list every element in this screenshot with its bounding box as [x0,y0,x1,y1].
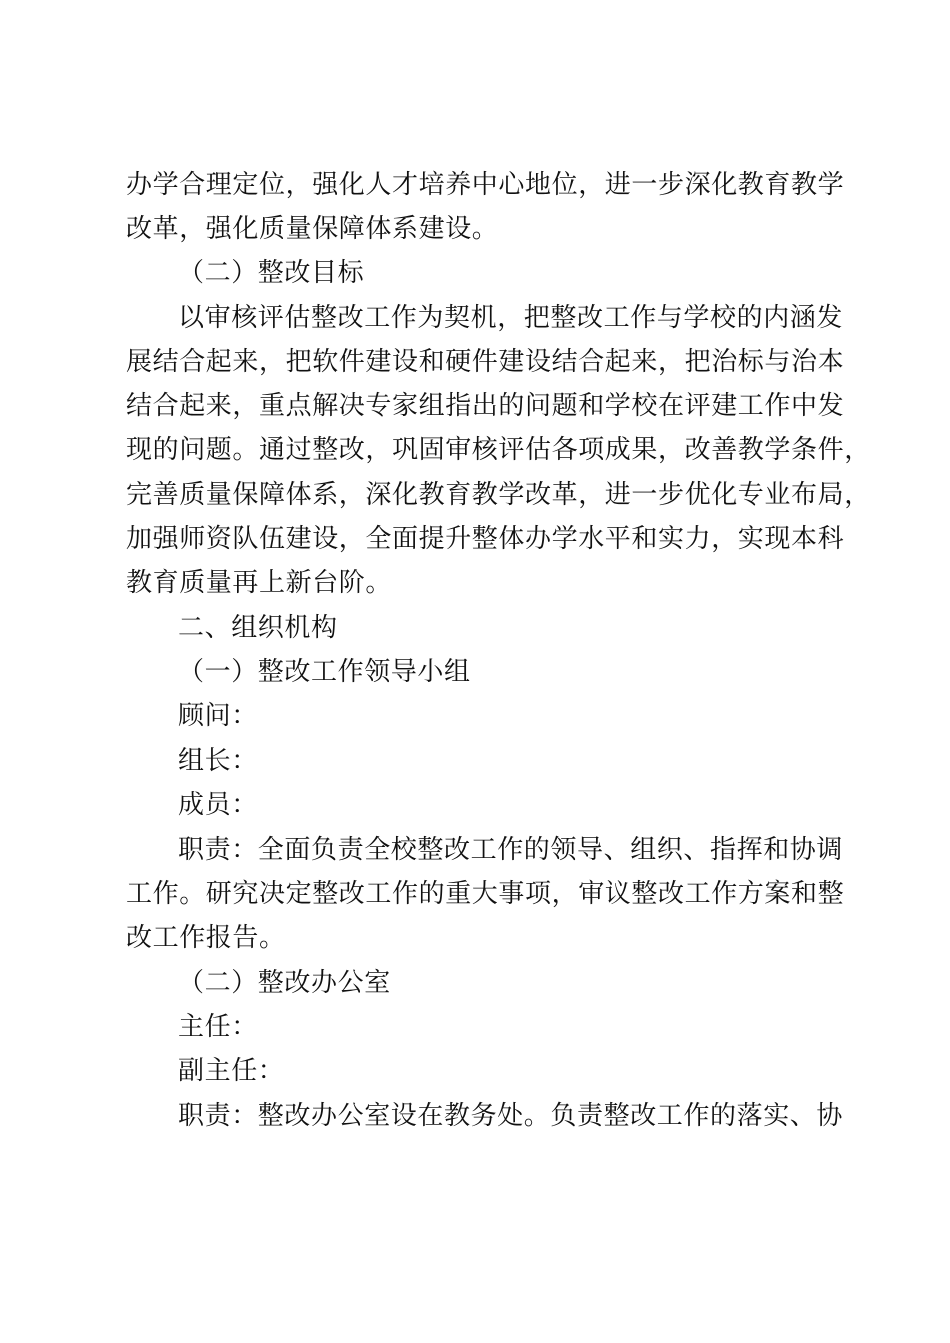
paragraph-first-line: 职责：整改办公室设在教务处。负责整改工作的落实、协 [178,1101,844,1131]
text-line: 改革，强化质量保障体系建设。 [126,214,499,244]
role-line-advisor: 顾问： [178,701,258,731]
section-heading: （二）整改目标 [178,258,365,288]
text-line: 办学合理定位，强化人才培养中心地位，进一步深化教育教学 [126,170,845,200]
role-line-leader: 组长： [178,746,258,776]
text-line: 完善质量保障体系，深化教育教学改革，进一步优化专业布局， [126,480,871,510]
text-line: 结合起来，重点解决专家组指出的问题和学校在评建工作中发 [126,391,845,421]
text-line: 展结合起来，把软件建设和硬件建设结合起来，把治标与治本 [126,347,845,377]
paragraph-first-line: 职责：全面负责全校整改工作的领导、组织、指挥和协调 [178,835,844,865]
text-line: 工作。研究决定整改工作的重大事项，审议整改工作方案和整 [126,879,845,909]
role-line-deputy-director: 副主任： [178,1056,285,1086]
paragraph-first-line: 以审核评估整改工作为契机，把整改工作与学校的内涵发 [178,303,844,333]
section-heading: 二、组织机构 [178,613,338,643]
subsection-heading: （一）整改工作领导小组 [178,657,471,687]
role-line-members: 成员： [178,790,258,820]
text-line: 现的问题。通过整改，巩固审核评估各项成果，改善教学条件， [126,435,871,465]
role-line-director: 主任： [178,1012,258,1042]
text-line: 教育质量再上新台阶。 [126,568,393,598]
text-line: 改工作报告。 [126,923,286,953]
text-line: 加强师资队伍建设，全面提升整体办学水平和实力，实现本科 [126,524,845,554]
subsection-heading: （二）整改办公室 [178,968,391,998]
